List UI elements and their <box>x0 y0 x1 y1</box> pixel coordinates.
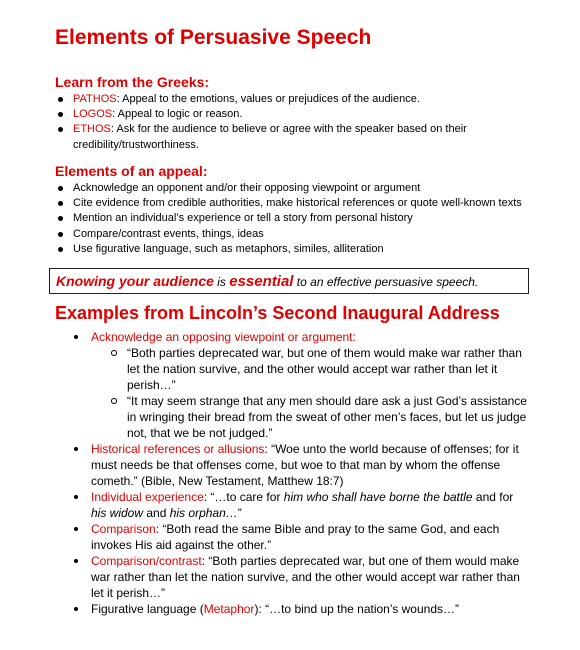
list-item <box>72 441 527 489</box>
list-item <box>55 92 555 107</box>
item3-label: Individual experience <box>91 490 204 504</box>
list-item <box>55 107 555 122</box>
item3-italic3: his orphan… <box>169 506 238 520</box>
sub-list-item: “Both parties deprecated war, but one of them would make war rather than let the nation survive, and the other would accept war rather than let it perish…” <box>91 345 527 393</box>
callout-box <box>49 268 529 294</box>
pathos-text: : Appeal to the emotions, values or prejudices of the audience. <box>116 93 420 105</box>
list-item <box>72 489 527 521</box>
appeal-heading: Elements of an appeal: <box>55 163 208 179</box>
term-logos: LOGOS <box>73 108 113 121</box>
callout-essential: essential <box>229 273 294 290</box>
list-item <box>72 553 527 601</box>
list-item <box>72 601 527 617</box>
item2-label: Historical references or allusions <box>91 442 265 456</box>
list-item <box>72 329 527 441</box>
sub-list <box>91 345 527 441</box>
list-item: Use figurative language, such as metaphors, similes, alliteration <box>55 242 555 257</box>
item3-pre: : “…to care for <box>203 490 284 504</box>
greeks-list <box>55 92 555 153</box>
page-title: Elements of Persuasive Speech <box>55 26 372 49</box>
item3-mid: and for <box>472 490 514 504</box>
list-item <box>72 521 527 553</box>
callout-rest: to an effective persuasive speech. <box>293 275 479 289</box>
callout-is: is <box>213 275 230 289</box>
item3-post: ” <box>237 506 242 520</box>
list-item: Cite evidence from credible authorities, make historical references or quote well-known texts <box>55 196 555 211</box>
sub-list-item: “It may seem strange that any men should dare ask a just God’s assistance in wringing their bread from the sweat of other men’s faces, but let us judge not, that we be not judged.” <box>91 393 527 441</box>
logos-text: : Appeal to logic or reason. <box>112 108 243 121</box>
appeal-list <box>55 181 555 257</box>
list-item: Mention an individual’s experience or tell a story from personal history <box>55 211 555 226</box>
item1-label: Acknowledge an opposing viewpoint or argument: <box>91 330 356 344</box>
greeks-heading: Learn from the Greeks: <box>55 74 210 90</box>
item3-italic1: him who shall have borne the battle <box>283 490 473 504</box>
term-ethos: ETHOS <box>73 123 111 136</box>
list-item: Acknowledge an opponent and/or their opposing viewpoint or argument <box>55 181 555 196</box>
lincoln-heading: Examples from Lincoln’s Second Inaugural Address <box>55 303 500 323</box>
list-item: Compare/contrast events, things, ideas <box>55 227 555 242</box>
item6-label: Metaphor <box>203 602 255 616</box>
item5-text: : “Both parties deprecated war, but one of them would make war rather than let the nation survive, and the other would accept war rather than let it perish…” <box>91 554 520 600</box>
item4-text: : “Both read the same Bible and pray to the same God, and each invokes His aid against the other.” <box>91 522 500 552</box>
item3-mid2: and <box>143 506 170 520</box>
item3-italic2: his widow <box>91 506 144 520</box>
item6-text: ): “…to bind up the nation’s wounds…” <box>254 602 459 616</box>
item2-text: : “Woe unto the world because of offenses; for it must needs be that offenses come, but woe to that man by whom the offense cometh.” (Bible, New Testament, Matthew 18:7) <box>91 442 519 488</box>
item4-label: Comparison <box>91 522 156 536</box>
ethos-text: : Ask for the audience to believe or agree with the speaker based on their credibility/trustworthiness. <box>73 123 467 151</box>
item6-pre: Figurative language ( <box>91 602 204 616</box>
term-pathos: PATHOS <box>73 93 117 105</box>
item5-label: Comparison/contrast <box>91 554 202 568</box>
lincoln-list <box>72 329 527 617</box>
callout-knowing: Knowing your audience <box>56 273 214 289</box>
list-item <box>55 122 483 152</box>
